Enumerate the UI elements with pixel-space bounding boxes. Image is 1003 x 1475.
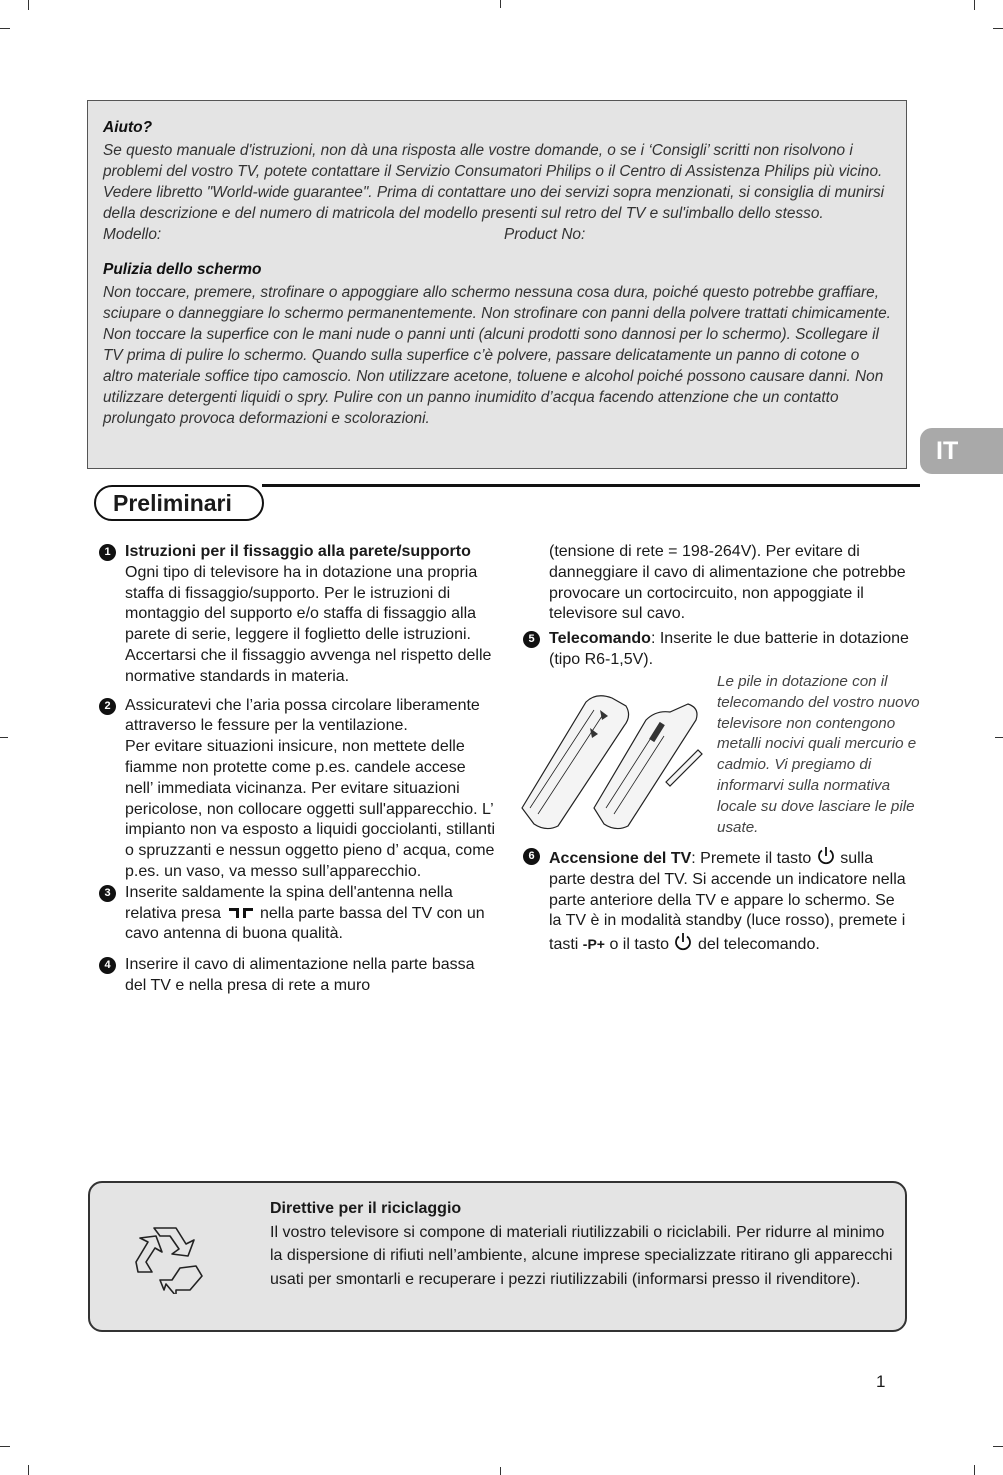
crop-mark (974, 0, 975, 10)
crop-mark (500, 0, 501, 8)
list-item-2 (99, 696, 495, 883)
item-text: Per evitare situazioni insicure, non mettete delle fiamme non protette come p.es. candele accese nell’ immediata vicinanza. Per evitare situazioni pericolose, non collocare oggetti sull'apparecchio. L’ impianto non va esposto a liquidi gocciolanti, stillanti o spruzzanti e nessun oggetto pieno d’ acqua, come p.es. un vaso, va messo sull’apparecchio. (125, 738, 495, 880)
item-text: Inserite saldamente la spina dell'antenna nella relativa presa (125, 883, 453, 922)
item-text: Assicuratevi che l’aria possa circolare liberamente attraverso le fessure per la ventilazione. (125, 696, 480, 735)
item-text: del telecomando. (697, 936, 820, 954)
step-number: 3 (99, 885, 116, 902)
model-label: Modello: (103, 226, 162, 243)
battery-note: Le pile in dotazione con il telecomando del vostro nuovo televisore non contengono metalli nocivi quali mercurio e cadmio. Vi pregiamo di informarvi sulla normativa locale su dove lasciare le pile usate. (717, 673, 920, 836)
cleaning-text: Non toccare, premere, strofinare o appoggiare allo schermo nessuna cosa dura, poiché questo potrebbe graffiare, sciupare o danneggiare lo schermo permanentemente. Non strofinare con panni della polvere trattati chimicamente. Non toccare la superfice con le mani nude o panni unti (alcuni prodotti sono dannosi per lo schermo). Scollegare il TV prima di pulire lo schermo. Quando sulla superfice c’è polvere, passare delicatamente un panno di cotone o altro materiale soffice tipo camoscio. Non utilizzare acetone, toluene e alcohol poiché possono causare danni. Non utilizzare detergenti liquidi o spry. Pulire con un panno inumidito d’acqua facendo attenzione che un contatto prolungato provoca deformazioni e scolorazioni. (103, 284, 891, 427)
recycling-text: Il vostro televisore si compone di materiali riutilizzabili o riciclabili. Per ridurre al minimo la dispersione di rifiuti nell’ambiente, alcune imprese specializzate ritirano gli apparecchi usati per smontarli e recuperare i pezzi riutilizzabili (informarsi presso il rivenditore). (270, 1223, 893, 1288)
recycling-title: Direttive per il riciclaggio (270, 1200, 462, 1217)
language-tab: IT (920, 428, 1003, 474)
power-icon (673, 932, 693, 952)
remote-batteries-illustration (516, 690, 716, 830)
crop-mark (28, 0, 29, 10)
step-number: 1 (99, 544, 116, 561)
cleaning-title: Pulizia dello schermo (103, 261, 262, 278)
crop-mark (0, 28, 10, 29)
crop-mark (28, 1465, 29, 1475)
step-number: 4 (99, 957, 116, 974)
item-text: Inserire il cavo di alimentazione nella parte bassa del TV e nella presa di rete a muro (125, 956, 475, 994)
item-text: : Inserite le due batterie in dotazione (tipo R6-1,5V). (549, 630, 909, 668)
crop-mark (0, 737, 8, 738)
crop-mark (0, 1446, 10, 1447)
recycle-icon (130, 1222, 206, 1294)
antenna-socket-icon (228, 907, 254, 919)
help-box (87, 100, 907, 469)
model-row (103, 224, 892, 245)
item-title: Istruzioni per il fissaggio alla parete/supporto (125, 543, 471, 560)
crop-mark (995, 737, 1003, 738)
crop-mark (993, 28, 1003, 29)
right-column-lower (523, 846, 909, 956)
program-key-label: -P+ (582, 936, 605, 953)
item-text: : Premete il tasto (691, 850, 812, 867)
list-item-5 (523, 629, 909, 671)
help-title: Aiuto? (103, 119, 153, 136)
item-text: Ogni tipo di televisore ha in dotazione una propria staffa di fissaggio/supporto. Per le istruzioni di montaggio del supporto e/o staffa di fissaggio alla parete di serie, leggere il foglietto delle istruzioni. Accertarsi che il fissaggio avvenga nel rispetto delle normative standards in materia. (125, 563, 492, 685)
item-text: nella parte bassa del TV con un cavo antenna di buona qualità. (125, 904, 485, 943)
step-number: 5 (523, 631, 540, 648)
list-item-4 (99, 955, 495, 997)
item-title: Telecomando (549, 630, 651, 648)
product-label: Product No: (504, 226, 586, 243)
crop-mark (974, 1465, 975, 1475)
page-number: 1 (876, 1372, 886, 1391)
recycling-text-block (270, 1197, 900, 1291)
list-item-1 (99, 542, 495, 688)
item-title: Accensione del TV (549, 850, 692, 867)
help-text: Se questo manuale d'istruzioni, non dà una risposta alle vostre domande, o se i ‘Consigli’ scritti non risolvono i problemi del vostro TV, potete contattare il Servizio Consumatori Philips o il Centro di Assistenza Philips più vicino. Vedere libretto "World-wide guarantee". Prima di contattare uno dei servizi sopra menzionati, si consiglia di munirsi della descrizione e del numero di matricola del modello presenti sul retro del TV e sul'imballo dello stesso. (103, 142, 885, 222)
step-number: 6 (523, 848, 540, 865)
item-text: o il tasto (609, 936, 670, 954)
section-rule (262, 484, 920, 487)
step-number: 2 (99, 698, 116, 715)
left-column (99, 542, 495, 997)
crop-mark (500, 1467, 501, 1475)
item-text: sulla parte destra del TV. Si accende un indicatore nella parte anteriore della TV e appare lo schermo. Se la TV è in modalità standby (luce rosso), premete i tasti (549, 850, 906, 954)
crop-mark (993, 1446, 1003, 1447)
list-item-3 (99, 883, 495, 945)
section-title: Preliminari (94, 485, 264, 521)
item-text: (tensione di rete = 198-264V). Per evitare di danneggiare il cavo di alimentazione che potrebbe provocare un cortocircuito, non appoggiate il televisore sul cavo. (549, 543, 906, 623)
list-item-6 (523, 846, 909, 956)
power-icon (816, 846, 836, 866)
list-item-4-continued (523, 542, 909, 625)
right-column (523, 542, 909, 671)
